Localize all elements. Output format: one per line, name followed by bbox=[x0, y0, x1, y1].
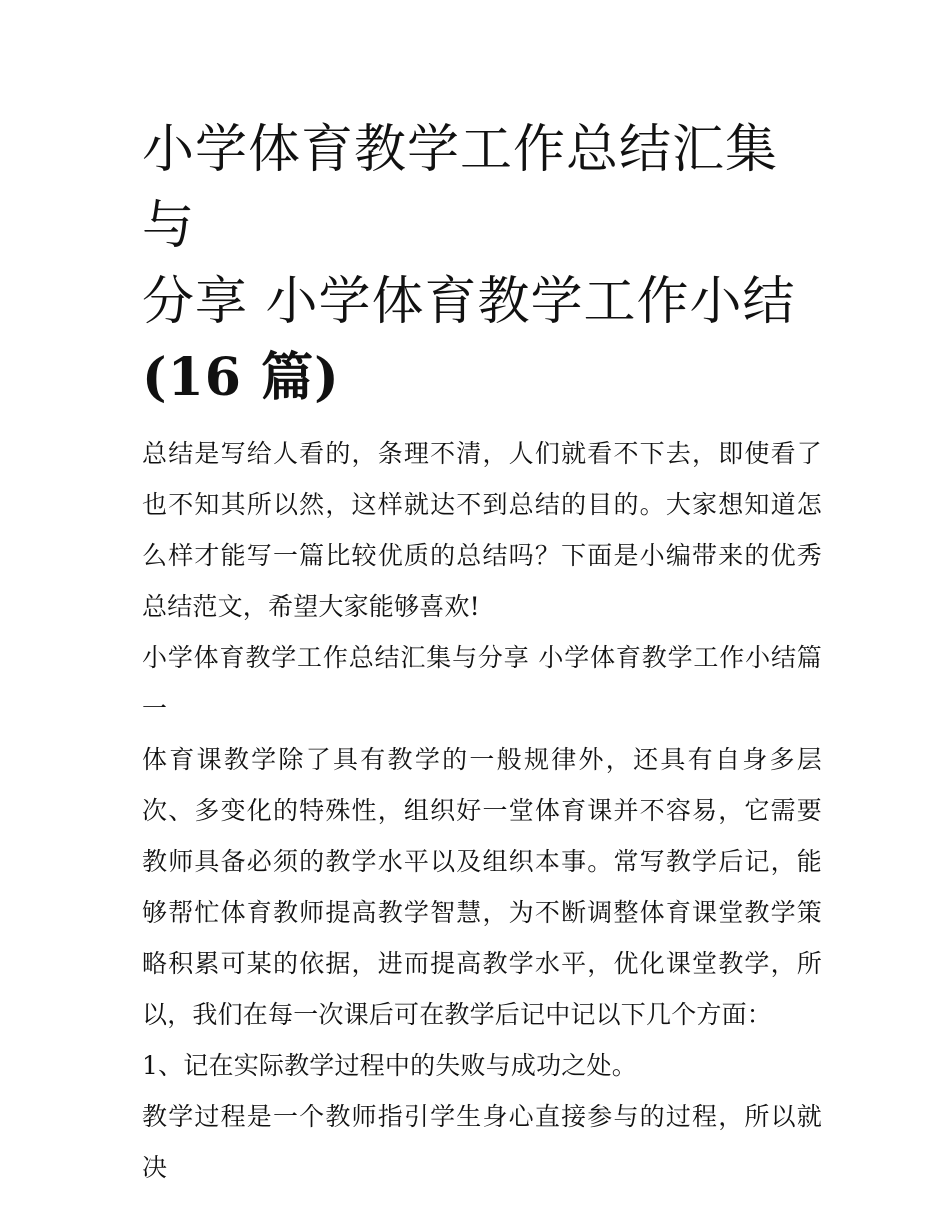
title-line-2: 分享 小学体育教学工作小结 bbox=[142, 272, 796, 332]
document-content bbox=[142, 112, 822, 1193]
section-heading: 小学体育教学工作总结汇集与分享 小学体育教学工作小结篇一 bbox=[142, 643, 822, 723]
point-1: 1、记在实际教学过程中的失败与成功之处。 bbox=[142, 1051, 637, 1080]
document-title bbox=[142, 112, 822, 416]
body-paragraph: 体育课教学除了具有教学的一般规律外，还具有自身多层次、多变化的特殊性，组织好一堂体育课并不容易，它需要教师具备必须的教学水平以及组织本事。常写教学后记，能够帮忙体育教师提高教学智慧，为不断调整体育课堂教学策略积累可某的依据，进而提高教学水平，优化课堂教学，所以，我们在每一次课后可在教学后记中记以下几个方面： bbox=[142, 745, 822, 1029]
title-line-1: 小学体育教学工作总结汇集与 bbox=[142, 120, 779, 256]
intro-paragraph: 总结是写给人看的，条理不清，人们就看不下去，即使看了也不知其所以然，这样就达不到总结的目的。大家想知道怎么样才能写一篇比较优质的总结吗？下面是小编带来的优秀总结范文，希望大家能够喜欢! bbox=[142, 439, 822, 621]
title-line-3: (16 篇) bbox=[142, 347, 340, 408]
trailing-text: 教学过程是一个教师指引学生身心直接参与的过程，所以就决 bbox=[142, 1102, 822, 1182]
